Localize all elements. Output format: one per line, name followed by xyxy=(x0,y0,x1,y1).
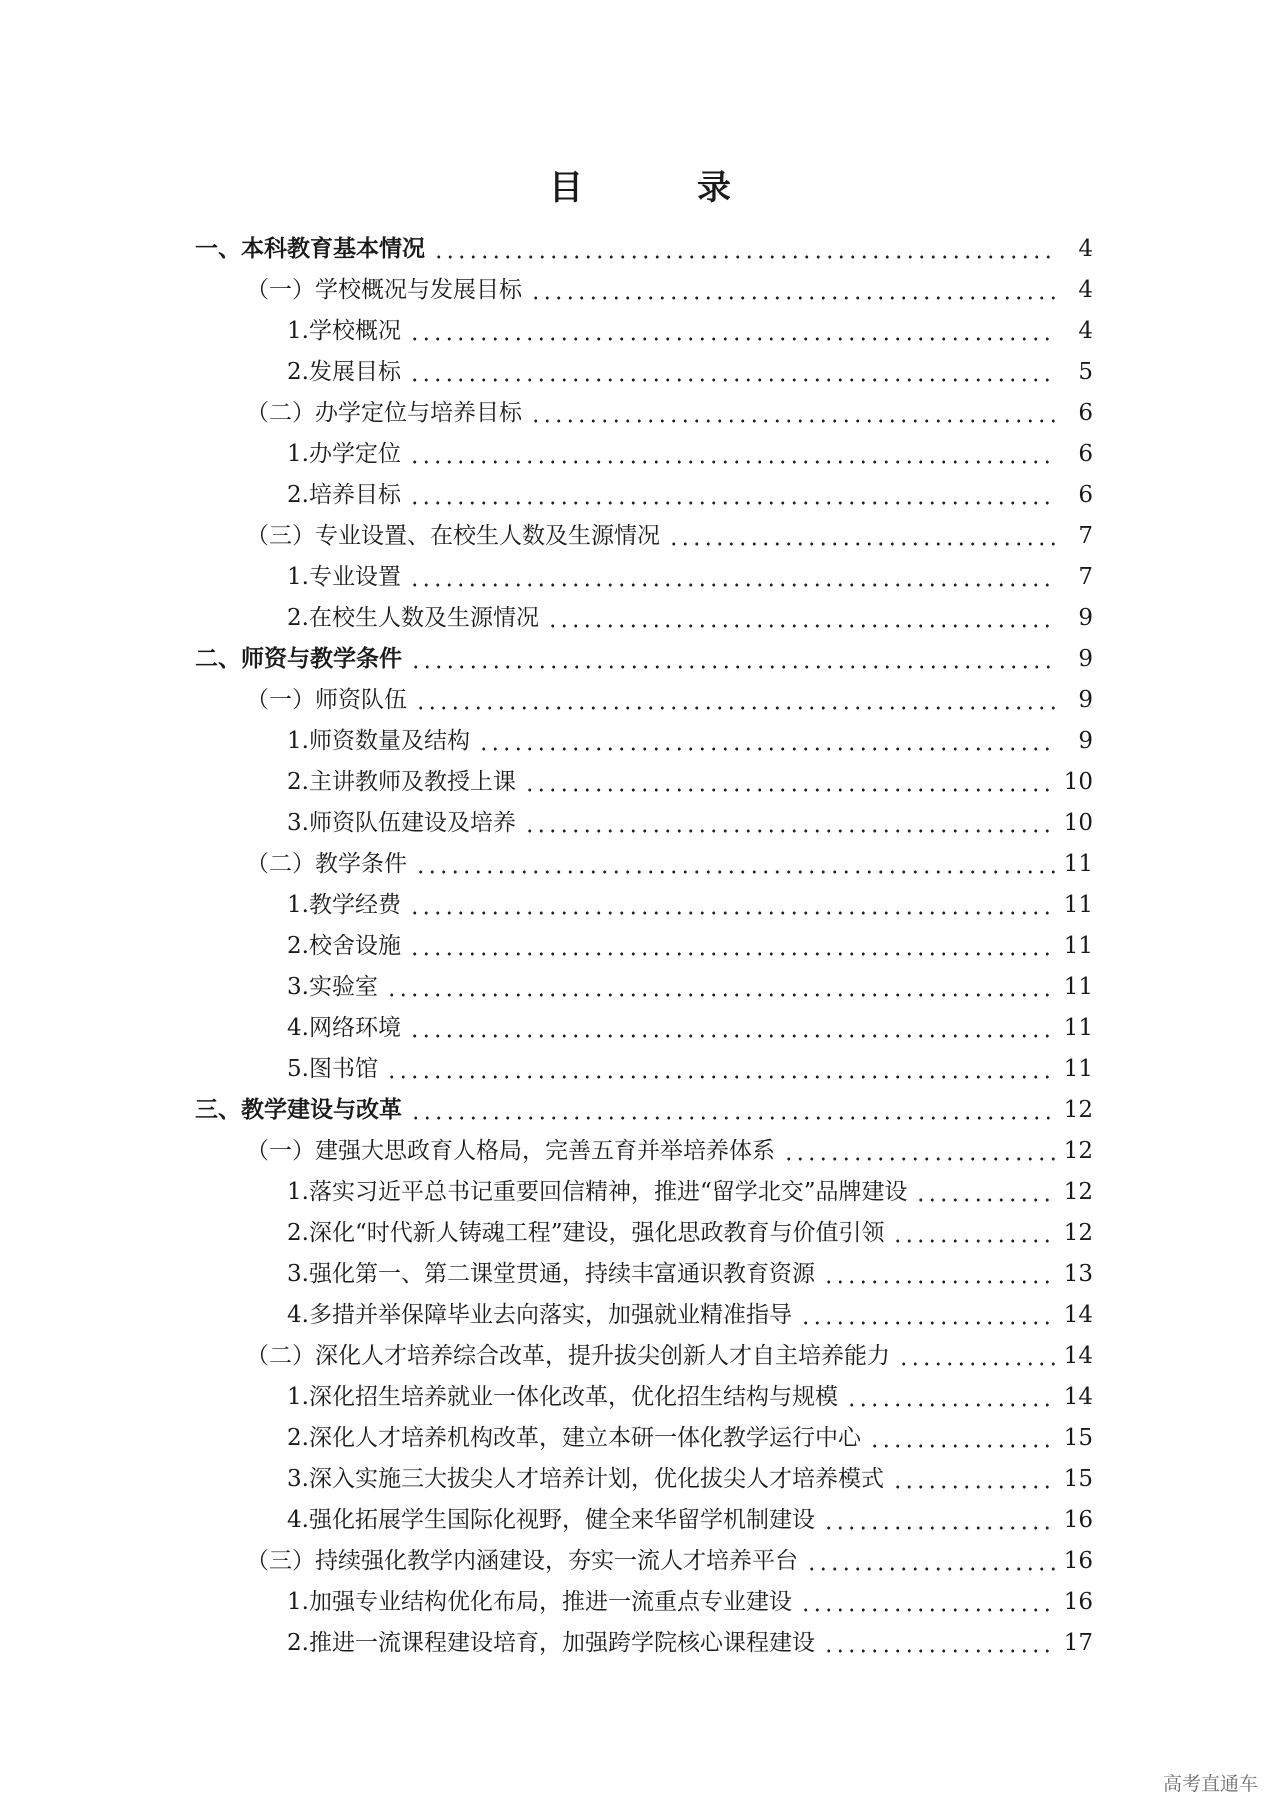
toc-entry-title: 4.网络环境 xyxy=(287,1015,401,1041)
toc-page-number: 9 xyxy=(1078,605,1093,631)
toc-entry[interactable] xyxy=(195,1254,1093,1295)
toc-entry-title: 三、教学建设与改革 xyxy=(195,1097,402,1123)
toc-entry[interactable] xyxy=(195,1623,1093,1664)
toc-entry-title: （二）深化人才培养综合改革，提升拔尖创新人才自主培养能力 xyxy=(246,1343,890,1369)
dot-leader xyxy=(892,1484,1055,1490)
toc-entry[interactable] xyxy=(195,1541,1093,1582)
toc-entry[interactable] xyxy=(195,639,1093,680)
toc-entry-title: 3.深入实施三大拔尖人才培养计划，优化拔尖人才培养模式 xyxy=(287,1466,884,1492)
dot-leader xyxy=(410,664,1055,670)
dot-leader xyxy=(869,1443,1055,1449)
dot-leader xyxy=(410,1115,1055,1121)
toc-page-number: 11 xyxy=(1063,1056,1093,1082)
dot-leader xyxy=(386,992,1055,998)
dot-leader xyxy=(415,705,1055,711)
toc-page-number: 15 xyxy=(1063,1425,1093,1451)
dot-leader xyxy=(386,1074,1055,1080)
toc-entry-title: 二、师资与教学条件 xyxy=(195,646,402,672)
toc-entry[interactable] xyxy=(195,229,1093,270)
dot-leader xyxy=(409,336,1055,342)
dot-leader xyxy=(806,1566,1055,1572)
toc-page-number: 11 xyxy=(1063,1015,1093,1041)
toc-entry[interactable] xyxy=(195,1336,1093,1377)
toc-entry[interactable] xyxy=(195,270,1093,311)
toc-entry[interactable] xyxy=(195,598,1093,639)
dot-leader xyxy=(409,910,1055,916)
dot-leader xyxy=(846,1402,1055,1408)
toc-entry[interactable] xyxy=(195,1213,1093,1254)
toc-entry-title: 3.师资队伍建设及培养 xyxy=(287,810,516,836)
toc-entry-title: （三）持续强化教学内涵建设，夯实一流人才培养平台 xyxy=(246,1548,798,1574)
toc-entry[interactable] xyxy=(195,1377,1093,1418)
dot-leader xyxy=(823,1648,1055,1654)
toc-page-number: 9 xyxy=(1078,646,1093,672)
toc-page-number: 17 xyxy=(1063,1630,1093,1656)
toc-page-number: 16 xyxy=(1063,1589,1093,1615)
toc-page-number: 9 xyxy=(1078,687,1093,713)
toc-entry-title: （二）教学条件 xyxy=(246,851,407,877)
toc-entry[interactable] xyxy=(195,475,1093,516)
dot-leader xyxy=(478,746,1055,752)
toc-entry[interactable] xyxy=(195,803,1093,844)
toc-page-number: 14 xyxy=(1063,1302,1093,1328)
toc-page-number: 13 xyxy=(1063,1261,1093,1287)
toc-page-number: 11 xyxy=(1063,851,1093,877)
toc-entry[interactable] xyxy=(195,1131,1093,1172)
toc-page-number: 12 xyxy=(1063,1179,1093,1205)
toc-entry[interactable] xyxy=(195,844,1093,885)
dot-leader xyxy=(409,582,1055,588)
dot-leader xyxy=(898,1361,1055,1367)
dot-leader xyxy=(823,1525,1055,1531)
toc-entry[interactable] xyxy=(195,1172,1093,1213)
dot-leader xyxy=(433,254,1055,260)
dot-leader xyxy=(409,459,1055,465)
toc-entry[interactable] xyxy=(195,1582,1093,1623)
toc-page-number: 11 xyxy=(1063,892,1093,918)
toc-entry[interactable] xyxy=(195,721,1093,762)
toc-page-number: 9 xyxy=(1078,728,1093,754)
toc-entry[interactable] xyxy=(195,1090,1093,1131)
toc-page-number: 4 xyxy=(1078,236,1093,262)
toc-entry-title: 1.学校概况 xyxy=(287,318,401,344)
toc-page-number: 12 xyxy=(1063,1097,1093,1123)
toc-entry[interactable] xyxy=(195,885,1093,926)
toc-entry[interactable] xyxy=(195,557,1093,598)
toc-entry-title: 3.实验室 xyxy=(287,974,378,1000)
toc-page-number: 10 xyxy=(1063,769,1093,795)
table-of-contents xyxy=(195,229,1093,1664)
toc-page-number: 12 xyxy=(1063,1138,1093,1164)
dot-leader xyxy=(800,1320,1055,1326)
toc-entry[interactable] xyxy=(195,434,1093,475)
toc-entry[interactable] xyxy=(195,311,1093,352)
toc-entry-title: 4.强化拓展学生国际化视野，健全来华留学机制建设 xyxy=(287,1507,815,1533)
toc-page-number: 6 xyxy=(1078,482,1093,508)
toc-entry-title: 5.图书馆 xyxy=(287,1056,378,1082)
dot-leader xyxy=(915,1197,1055,1203)
dot-leader xyxy=(524,828,1055,834)
toc-entry-title: 1.深化招生培养就业一体化改革，优化招生结构与规模 xyxy=(287,1384,838,1410)
toc-page-number: 6 xyxy=(1078,441,1093,467)
toc-entry[interactable] xyxy=(195,352,1093,393)
toc-entry[interactable] xyxy=(195,1049,1093,1090)
toc-entry[interactable] xyxy=(195,1418,1093,1459)
toc-page-number: 16 xyxy=(1063,1548,1093,1574)
toc-entry-title: 2.在校生人数及生源情况 xyxy=(287,605,539,631)
toc-entry[interactable] xyxy=(195,516,1093,557)
toc-entry-title: 1.专业设置 xyxy=(287,564,401,590)
dot-leader xyxy=(409,377,1055,383)
toc-page-number: 12 xyxy=(1063,1220,1093,1246)
dot-leader xyxy=(783,1156,1055,1162)
toc-page-number: 11 xyxy=(1063,933,1093,959)
toc-entry-title: 2.推进一流课程建设培育，加强跨学院核心课程建设 xyxy=(287,1630,815,1656)
dot-leader xyxy=(547,623,1055,629)
toc-entry[interactable] xyxy=(195,1459,1093,1500)
dot-leader xyxy=(823,1279,1055,1285)
toc-entry-title: 2.深化人才培养机构改革，建立本研一体化教学运行中心 xyxy=(287,1425,861,1451)
toc-entry[interactable] xyxy=(195,1295,1093,1336)
dot-leader xyxy=(415,869,1055,875)
toc-page-number: 14 xyxy=(1063,1343,1093,1369)
toc-entry-title: （一）学校概况与发展目标 xyxy=(246,277,522,303)
dot-leader xyxy=(530,418,1055,424)
toc-page-number: 6 xyxy=(1078,400,1093,426)
toc-entry[interactable] xyxy=(195,967,1093,1008)
toc-entry-title: 2.深化“时代新人铸魂工程”建设，强化思政教育与价值引领 xyxy=(287,1220,885,1246)
toc-entry-title: 1.师资数量及结构 xyxy=(287,728,470,754)
toc-entry-title: 4.多措并举保障毕业去向落实，加强就业精准指导 xyxy=(287,1302,792,1328)
toc-entry[interactable] xyxy=(195,1008,1093,1049)
dot-leader xyxy=(892,1238,1055,1244)
dot-leader xyxy=(530,295,1055,301)
toc-page-number: 16 xyxy=(1063,1507,1093,1533)
dot-leader xyxy=(409,951,1055,957)
toc-entry[interactable] xyxy=(195,680,1093,721)
toc-entry-title: 1.办学定位 xyxy=(287,441,401,467)
toc-entry-title: 1.加强专业结构优化布局，推进一流重点专业建设 xyxy=(287,1589,792,1615)
toc-entry-title: 2.主讲教师及教授上课 xyxy=(287,769,516,795)
toc-entry-title: （三）专业设置、在校生人数及生源情况 xyxy=(246,523,660,549)
toc-entry[interactable] xyxy=(195,762,1093,803)
toc-page-number: 14 xyxy=(1063,1384,1093,1410)
toc-page-number: 10 xyxy=(1063,810,1093,836)
dot-leader xyxy=(668,541,1055,547)
toc-page-number: 11 xyxy=(1063,974,1093,1000)
toc-entry-title: 1.落实习近平总书记重要回信精神，推进“留学北交”品牌建设 xyxy=(287,1179,908,1205)
toc-entry[interactable] xyxy=(195,393,1093,434)
toc-entry-title: 一、本科教育基本情况 xyxy=(195,236,425,262)
toc-entry-title: 2.发展目标 xyxy=(287,359,401,385)
toc-entry-title: 2.校舍设施 xyxy=(287,933,401,959)
watermark: 高考直通车 xyxy=(1162,1773,1258,1795)
toc-entry[interactable] xyxy=(195,1500,1093,1541)
dot-leader xyxy=(800,1607,1055,1613)
toc-entry-title: 2.培养目标 xyxy=(287,482,401,508)
toc-page-number: 15 xyxy=(1063,1466,1093,1492)
toc-entry-title: （二）办学定位与培养目标 xyxy=(246,400,522,426)
dot-leader xyxy=(409,500,1055,506)
toc-entry-title: （一）建强大思政育人格局，完善五育并举培养体系 xyxy=(246,1138,775,1164)
toc-page-number: 5 xyxy=(1078,359,1093,385)
toc-page-number: 7 xyxy=(1078,523,1093,549)
dot-leader xyxy=(409,1033,1055,1039)
toc-page-number: 4 xyxy=(1078,318,1093,344)
toc-entry-title: （一）师资队伍 xyxy=(246,687,407,713)
toc-entry-title: 3.强化第一、第二课堂贯通，持续丰富通识教育资源 xyxy=(287,1261,815,1287)
toc-page-number: 4 xyxy=(1078,277,1093,303)
dot-leader xyxy=(524,787,1055,793)
page-title: 目 录 xyxy=(549,168,771,208)
toc-entry-title: 1.教学经费 xyxy=(287,892,401,918)
toc-page-number: 7 xyxy=(1078,564,1093,590)
toc-entry[interactable] xyxy=(195,926,1093,967)
